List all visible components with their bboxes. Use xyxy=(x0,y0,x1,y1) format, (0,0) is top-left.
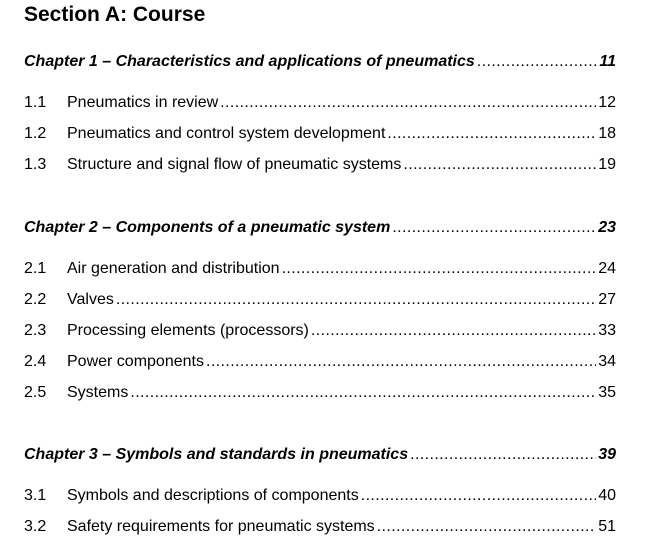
entry-title: Air generation and distribution xyxy=(67,260,280,277)
entry-title: Pneumatics in review xyxy=(67,94,219,111)
dot-leader xyxy=(403,155,596,175)
entry-number: 1.3 xyxy=(24,156,47,173)
dot-leader xyxy=(477,52,598,72)
toc-entry[interactable] xyxy=(24,517,616,537)
entry-page-number: 18 xyxy=(598,125,616,142)
entry-number: 2.4 xyxy=(24,353,47,370)
chapter-title: Chapter 2 – Components of a pneumatic system xyxy=(24,219,391,236)
dot-leader xyxy=(377,517,597,537)
toc-entry[interactable] xyxy=(24,155,616,175)
dot-leader xyxy=(410,445,596,465)
entry-number: 1.1 xyxy=(24,94,47,111)
entry-page-number: 24 xyxy=(598,260,616,277)
toc-entry[interactable] xyxy=(24,124,616,144)
section-title: Section A: Course xyxy=(24,3,206,26)
entry-title: Safety requirements for pneumatic systems xyxy=(67,518,375,535)
entry-number: 1.2 xyxy=(24,125,47,142)
entry-page-number: 35 xyxy=(598,384,616,401)
dot-leader xyxy=(206,352,596,372)
dot-leader xyxy=(361,486,596,506)
entry-page-number: 12 xyxy=(598,94,616,111)
entry-title: Structure and signal flow of pneumatic systems xyxy=(67,156,402,173)
toc-entry[interactable] xyxy=(24,321,616,341)
toc-entry[interactable] xyxy=(24,383,616,403)
entry-number: 2.2 xyxy=(24,291,47,308)
entry-title: Pneumatics and control system development xyxy=(67,125,386,142)
entry-title: Power components xyxy=(67,353,204,370)
entry-page-number: 27 xyxy=(598,291,616,308)
entry-page-number: 40 xyxy=(598,487,616,504)
entry-number: 2.1 xyxy=(24,260,47,277)
toc-entry[interactable] xyxy=(24,259,616,279)
entry-title: Systems xyxy=(67,384,129,401)
toc-entry[interactable] xyxy=(24,486,616,506)
chapter-page-number: 23 xyxy=(598,219,616,236)
chapter-page-number: 11 xyxy=(599,53,616,70)
entry-title: Processing elements (processors) xyxy=(67,322,309,339)
chapter-page-number: 39 xyxy=(598,446,616,463)
entry-page-number: 19 xyxy=(598,156,616,173)
dot-leader xyxy=(282,259,597,279)
entry-number: 3.1 xyxy=(24,487,47,504)
entry-page-number: 33 xyxy=(598,322,616,339)
chapter-title: Chapter 1 – Characteristics and applications of pneumatics xyxy=(24,53,475,70)
entry-number: 2.3 xyxy=(24,322,47,339)
entry-number: 2.5 xyxy=(24,384,47,401)
entry-page-number: 51 xyxy=(598,518,616,535)
toc-entry[interactable] xyxy=(24,352,616,372)
dot-leader xyxy=(392,218,596,238)
chapter-heading[interactable] xyxy=(24,218,616,238)
dot-leader xyxy=(387,124,596,144)
entry-number: 3.2 xyxy=(24,518,47,535)
entry-title: Symbols and descriptions of components xyxy=(67,487,359,504)
chapter-title: Chapter 3 – Symbols and standards in pneumatics xyxy=(24,446,409,463)
entry-page-number: 34 xyxy=(598,353,616,370)
chapter-heading[interactable] xyxy=(24,445,616,465)
toc-entry[interactable] xyxy=(24,290,616,310)
toc-entry[interactable] xyxy=(24,93,616,113)
entry-title: Valves xyxy=(67,291,114,308)
dot-leader xyxy=(116,290,596,310)
chapter-heading[interactable] xyxy=(24,52,616,72)
dot-leader xyxy=(130,383,596,403)
dot-leader xyxy=(220,93,596,113)
dot-leader xyxy=(311,321,596,341)
